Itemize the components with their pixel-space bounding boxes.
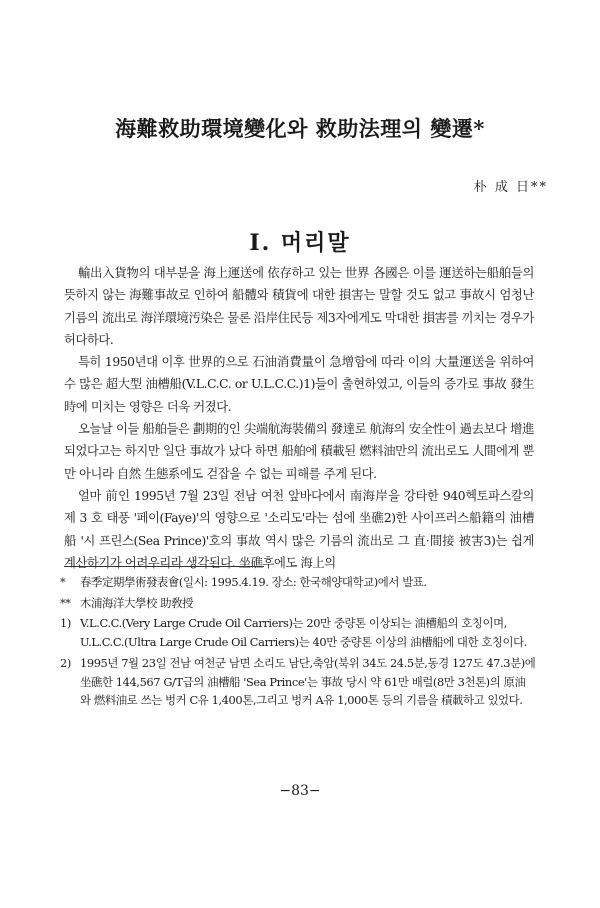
page-number: −83− xyxy=(279,783,321,799)
footnote-text: 木浦海洋大學校 助敎授 xyxy=(80,595,194,610)
footnote-text: 春季定期學術發表會(일시: 1995.4.19. 장소: 한국해양대학교)에서 발표. xyxy=(80,575,427,589)
paragraph: 얼마 前인 1995년 7월 23일 전남 여천 앞바다에서 南海岸을 강타한 940헥토파스칼의 제 3 호 태풍 '페이(Faye)'의 영향으로 '소리도'라는 섬에 坐礁2)한 사이프러스船籍의 油槽船 '시 프린스(Sea Prince)'호의 事故 역시 많은 기름의 流出로 그 直·間接 被害3)는 쉽게 계산하기가 어려우리라 생각된다. 坐礁후에도 海上의 xyxy=(64,488,534,570)
body-text xyxy=(64,262,534,574)
footnote-text: 1995년 7월 23일 전남 여천군 남면 소리도 남단,축암(북위 34도 24.5분,동경 127도 47.3분)에 坐礁한 144,567 G/T급의 油槽船 'Sea Prince'는 事故 당시 약 61만 배럴(8만 3천톤)의 原油와 燃料油로 쓰는 벙커 C유 1,400톤,그리고 벙커 A유 1,000톤 등의 기름을 積載하고 있었다. xyxy=(80,655,536,708)
paragraph: 輸出入貨物의 대부분을 海上運送에 依存하고 있는 世界 各國은 이를 運送하는船舶들의 뜻하지 않는 海難事故로 인하여 船體와 積貨에 대한 損害는 말할 것도 없고 事故시 엄청난 기름의 流出로 海洋環境汚染은 물론 沿岸住民등 제3자에게도 막대한 損害를 끼치는 경우가 허다하다. xyxy=(64,266,534,347)
paragraph: 특히 1950년대 이후 世界的으로 石油消費量이 急增함에 따라 이의 大量運送을 위하여 수 많은 超大型 油槽船(V.L.C.C. or U.L.C.C.)1)들이 출현하였고, 이들의 증가로 事故 發生時에 미치는 영향은 더욱 커졌다. xyxy=(64,355,534,414)
footnote xyxy=(60,594,536,613)
author-name: 朴 成 日** xyxy=(473,180,548,195)
footnote-text: V.L.C.C.(Very Large Crude Oil Carriers)는 20만 중량톤 이상되는 油槽船의 호칭이며, U.L.C.C.(Ultra Large Crude Oil Carriers)는 40만 중량톤 이상의 油槽船에 대한 호칭이다. xyxy=(80,616,527,650)
footnote xyxy=(60,573,536,592)
footnote-mark: 1) xyxy=(60,616,71,631)
footnotes xyxy=(60,573,536,712)
footnote-mark: 2) xyxy=(60,655,71,670)
paper-title: 海難救助環境變化와 救助法理의 變遷* xyxy=(115,116,485,141)
footnote-divider xyxy=(64,566,264,567)
footnote xyxy=(60,654,536,710)
paragraph: 오늘날 이들 船舶들은 劃期的인 尖端航海裝備의 發達로 航海의 安全性이 過去보다 增進되었다고는 하지만 일단 事故가 났다 하면 船舶에 積載된 燃料油만의 流出로도 人間에게 뿐 만 아니라 自然 生態系에도 걷잡을 수 없는 피해를 주게 된다. xyxy=(64,422,534,481)
footnote xyxy=(60,614,536,651)
footnote-mark: ** xyxy=(60,595,71,610)
footnote-mark: * xyxy=(60,575,66,589)
section-heading: I. 머리말 xyxy=(249,230,351,256)
